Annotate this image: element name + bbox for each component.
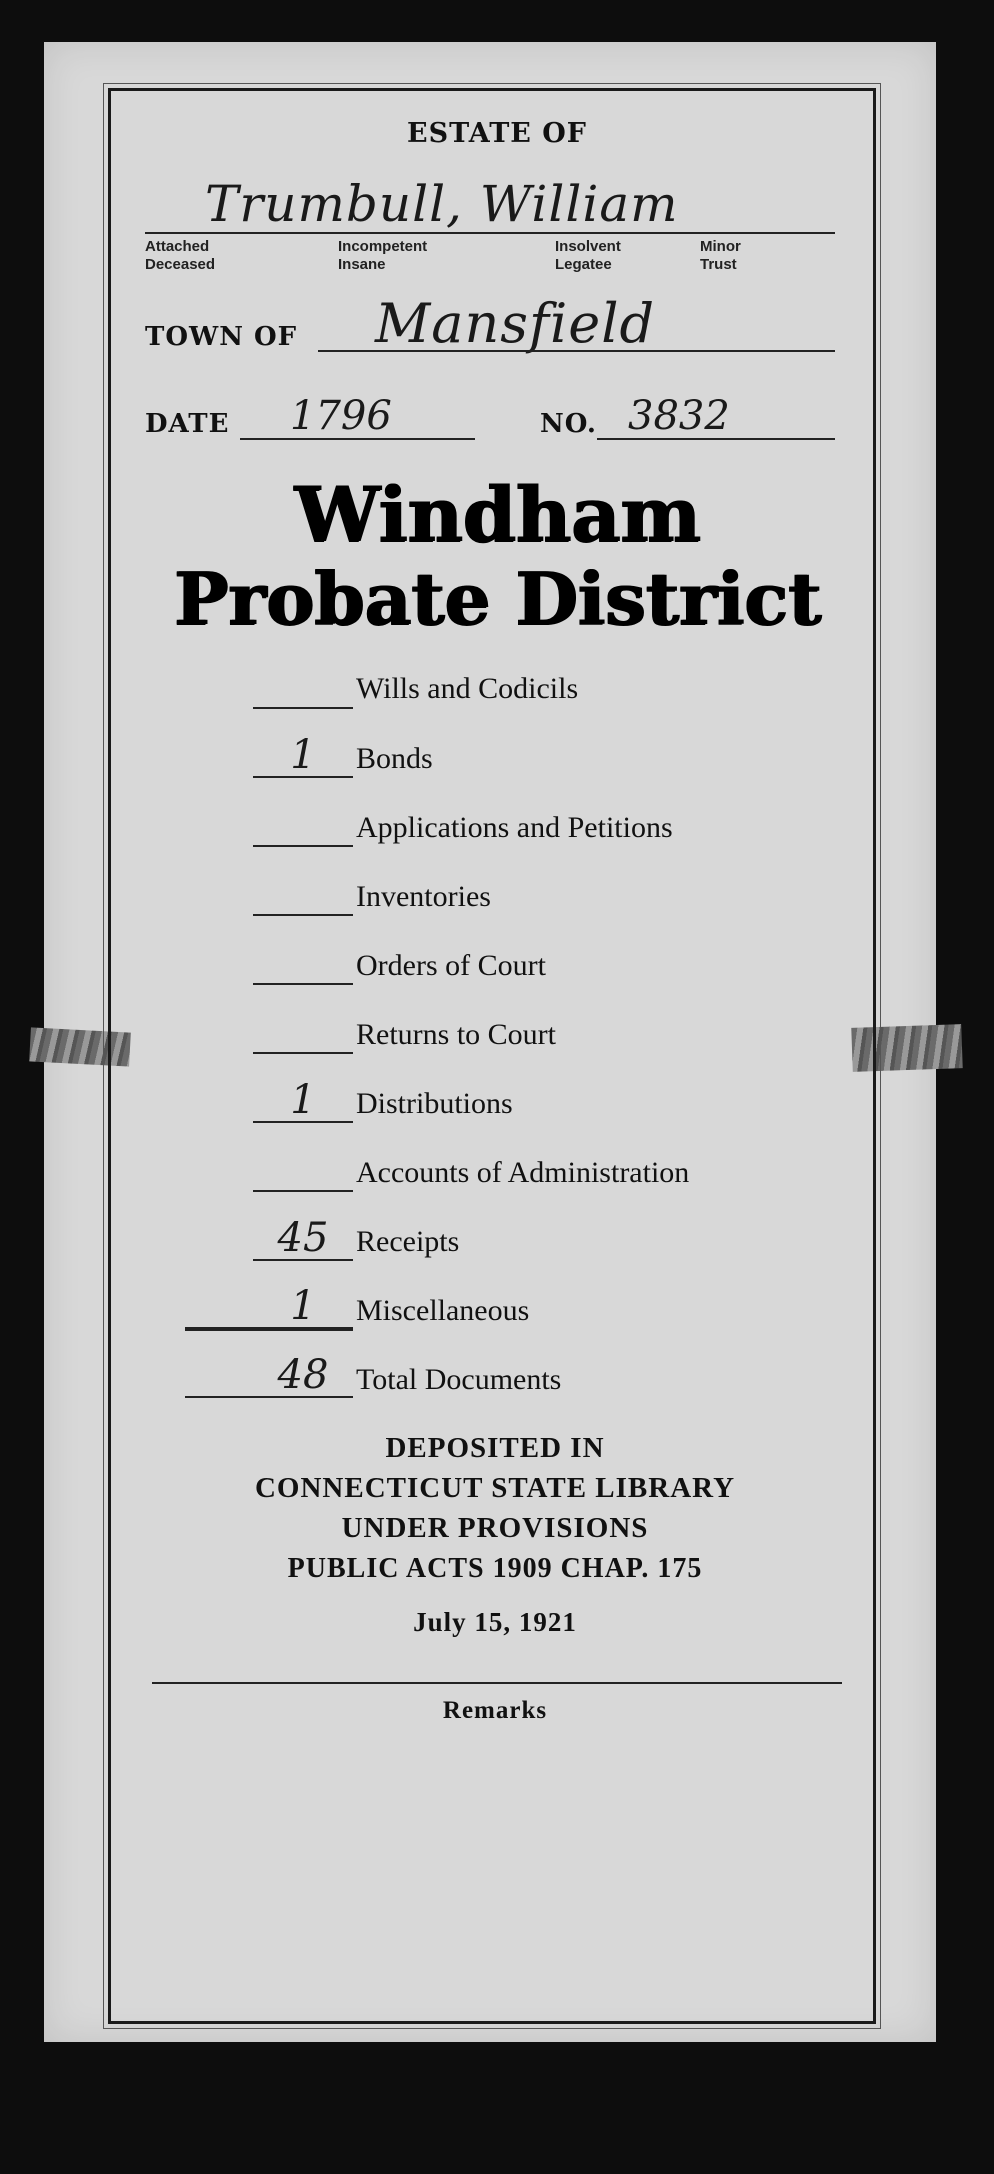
doc-label: Applications and Petitions bbox=[356, 811, 673, 844]
deposit-line-2: CONNECTICUT STATE LIBRARY bbox=[254, 1472, 736, 1504]
status-minor-trust: Minor Trust bbox=[700, 238, 741, 273]
estate-name-line bbox=[145, 232, 835, 234]
doc-label: Orders of Court bbox=[356, 949, 546, 982]
doc-count-line bbox=[253, 1052, 353, 1054]
deposit-line-4: PUBLIC ACTS 1909 CHAP. 175 bbox=[287, 1553, 703, 1584]
doc-count: 1 bbox=[290, 732, 316, 778]
status-attached-deceased: Attached Deceased bbox=[145, 238, 216, 273]
doc-count-line bbox=[253, 914, 353, 916]
doc-count-line bbox=[253, 1190, 353, 1192]
doc-count: 45 bbox=[277, 1215, 329, 1261]
doc-count: 1 bbox=[290, 1077, 316, 1123]
doc-count-line bbox=[253, 707, 353, 709]
doc-label: Accounts of Administration bbox=[356, 1156, 690, 1189]
date-value: 1796 bbox=[290, 393, 392, 439]
remarks-divider bbox=[152, 1682, 842, 1684]
town-line bbox=[318, 350, 835, 352]
card-border bbox=[108, 88, 876, 2024]
district-name: Windham bbox=[293, 470, 701, 559]
doc-count-line bbox=[253, 983, 353, 985]
doc-label: Inventories bbox=[356, 880, 491, 913]
number-value: 3832 bbox=[628, 393, 730, 439]
doc-label: Wills and Codicils bbox=[356, 672, 579, 705]
doc-count-line bbox=[253, 845, 353, 847]
number-label: NO. bbox=[540, 409, 597, 439]
estate-of-label: ESTATE OF bbox=[407, 118, 587, 149]
doc-label: Returns to Court bbox=[356, 1018, 556, 1051]
estate-name: Trumbull, William bbox=[205, 175, 679, 233]
doc-label: Bonds bbox=[356, 742, 433, 775]
deposit-line-1: DEPOSITED IN bbox=[385, 1432, 605, 1464]
doc-count-line bbox=[185, 1327, 353, 1331]
doc-count: 1 bbox=[290, 1283, 316, 1329]
town-label: TOWN OF bbox=[145, 322, 298, 352]
probate-district-heading: Probate District bbox=[173, 556, 821, 641]
doc-label: Miscellaneous bbox=[356, 1294, 530, 1327]
deposit-line-3: UNDER PROVISIONS bbox=[341, 1512, 649, 1544]
doc-count: 48 bbox=[277, 1352, 329, 1398]
status-insolvent-legatee: Insolvent Legatee bbox=[555, 238, 621, 273]
date-label: DATE bbox=[145, 409, 230, 439]
doc-label: Distributions bbox=[356, 1087, 513, 1120]
status-incompetent-insane: Incompetent Insane bbox=[338, 238, 428, 273]
number-line bbox=[597, 438, 835, 440]
doc-label: Total Documents bbox=[356, 1363, 562, 1396]
remarks-label: Remarks bbox=[442, 1697, 548, 1724]
town-value: Mansfield bbox=[375, 292, 656, 355]
deposit-date: July 15, 1921 bbox=[413, 1607, 577, 1637]
date-line bbox=[240, 438, 475, 440]
doc-label: Receipts bbox=[356, 1225, 460, 1258]
